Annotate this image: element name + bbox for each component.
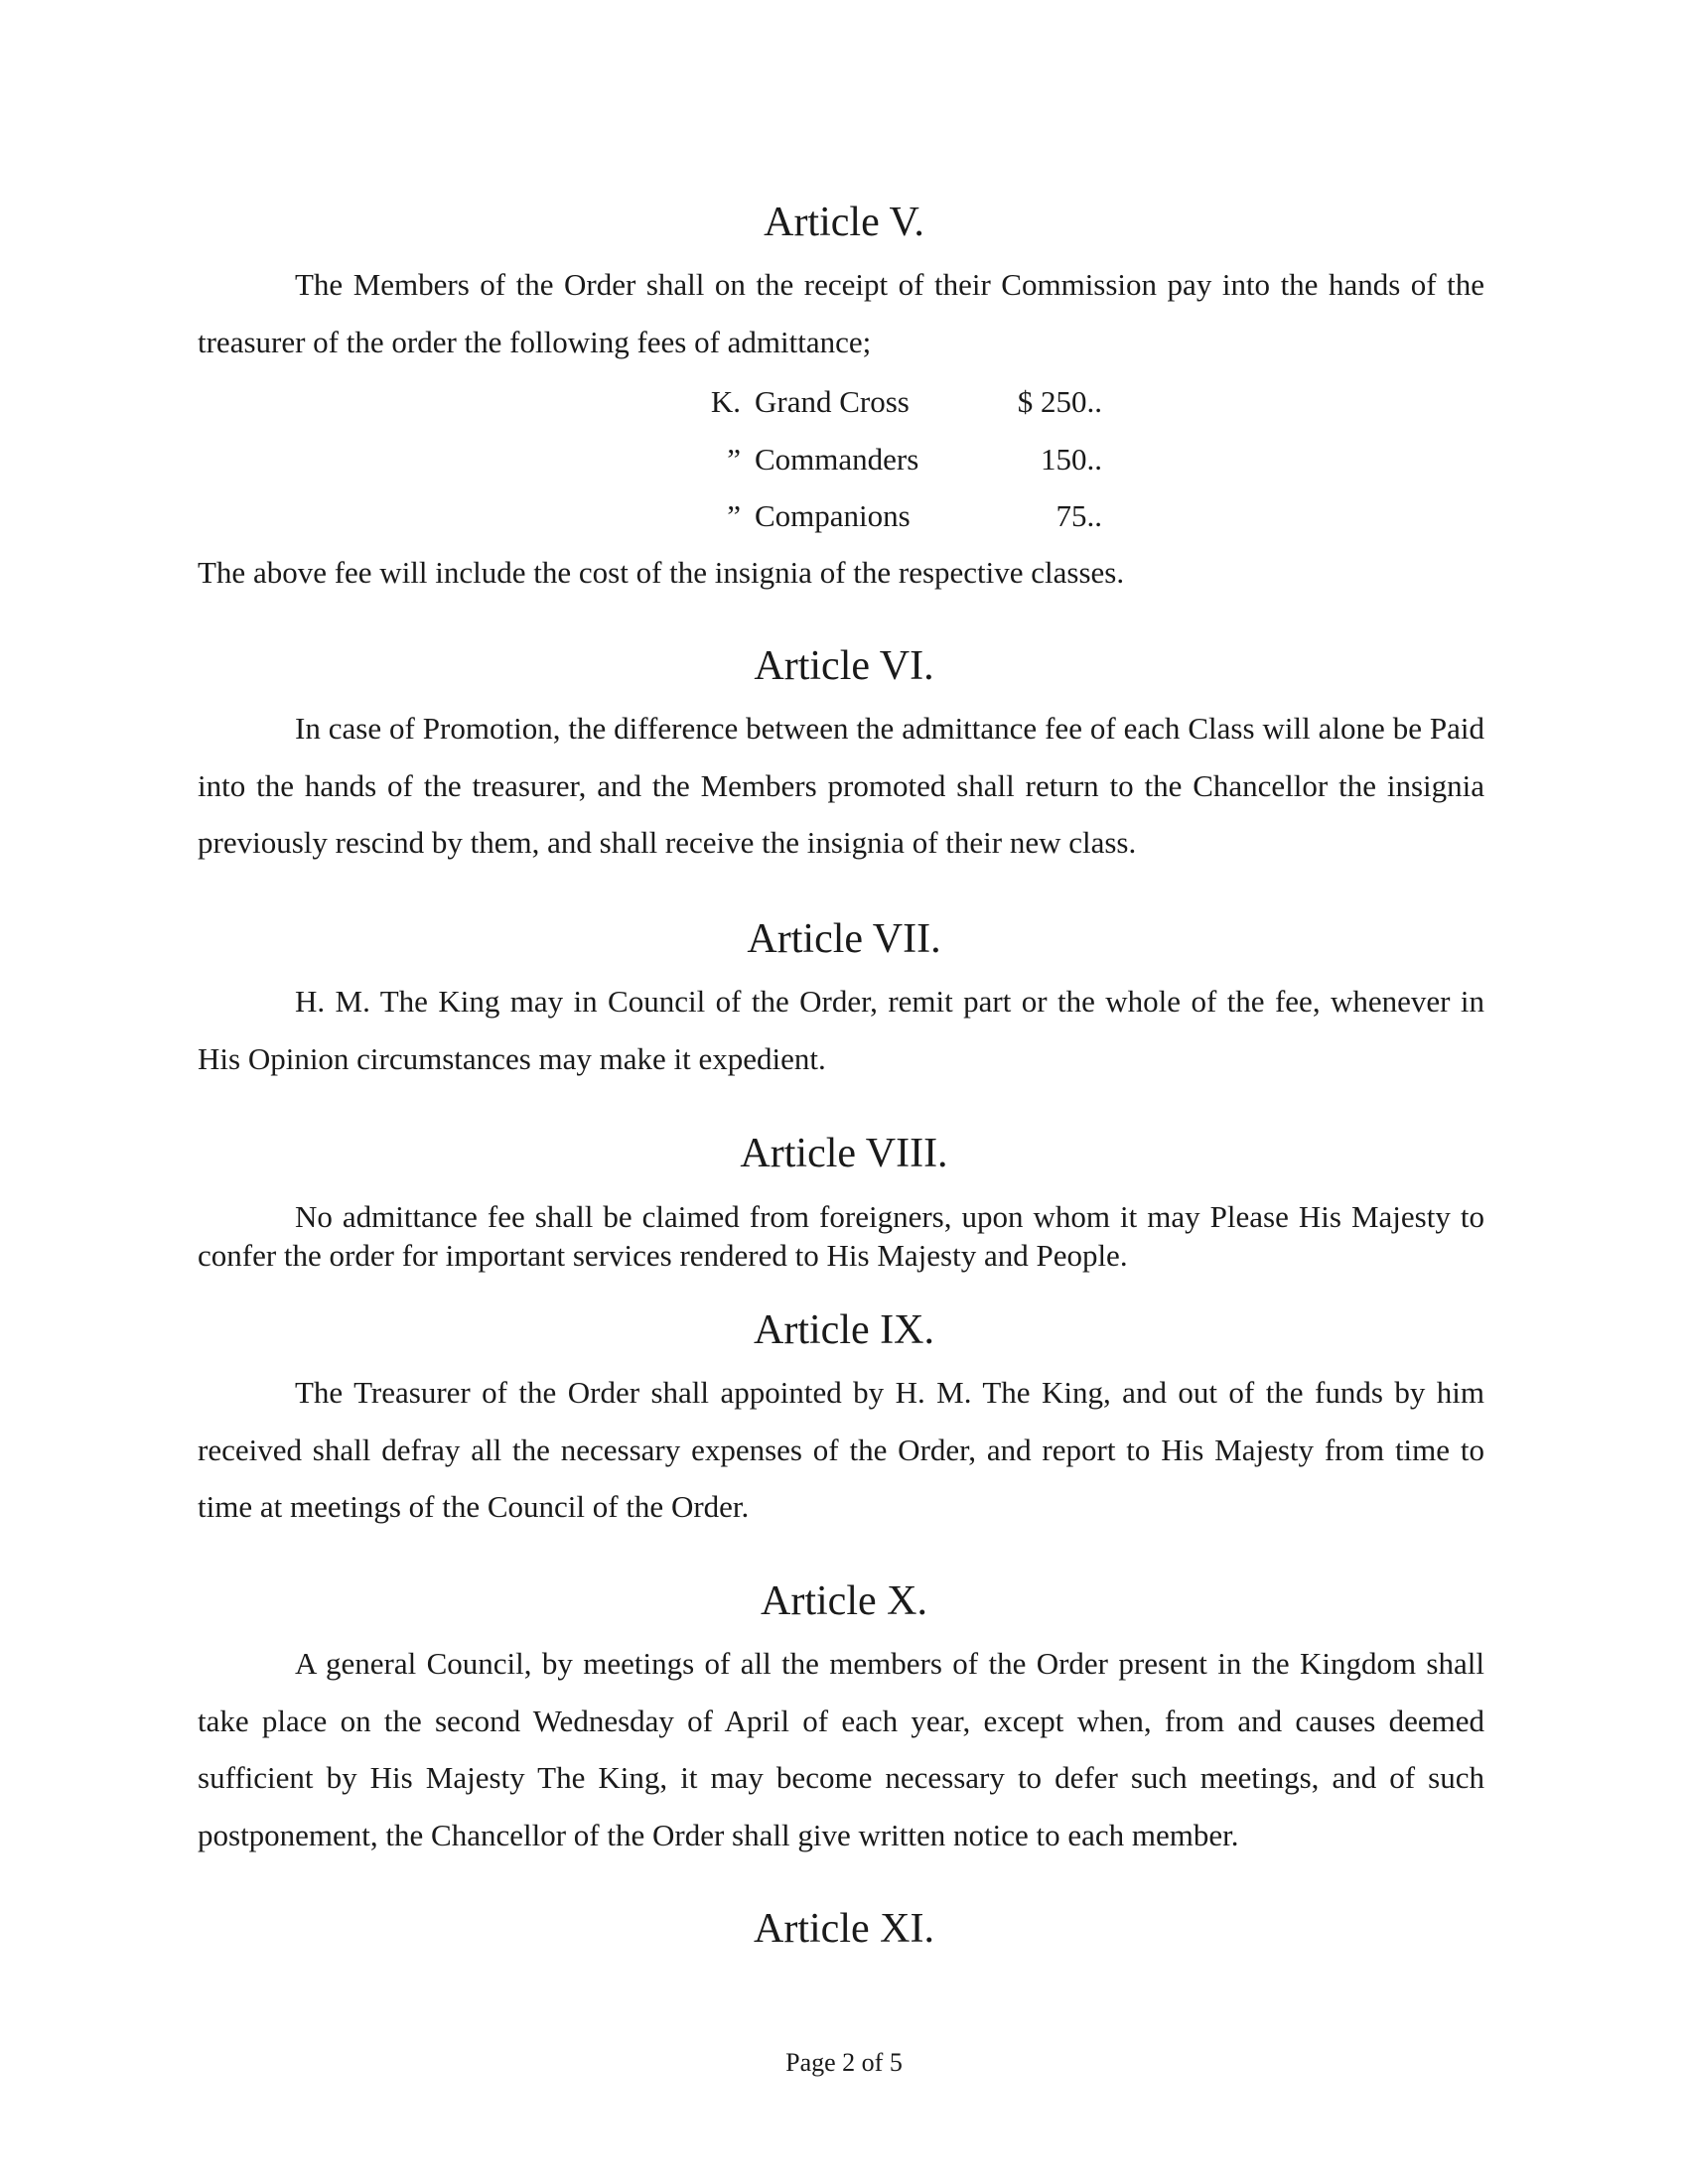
page-number: Page 2 of 5	[785, 2048, 903, 2077]
fee-class: Commanders	[755, 441, 919, 477]
article-x-paragraph: A general Council, by meetings of all the members of the Order present in the Kingdom shall take place on the second Wednesday of April of each year, except when, from and causes deemed sufficient by His Majesty The King, it may become necessary to defer such meetings, and of such postponement, the Chancellor of the Order shall give written notice to each member.	[198, 1646, 1484, 1852]
fee-amount: $ 250..	[1017, 384, 1102, 419]
article-v-heading: Article V.	[764, 200, 924, 245]
article-v-paragraph: The Members of the Order shall on the receipt of their Commission pay into the hands of the treasurer of the order the following fees of admittance;	[198, 267, 1484, 359]
article-ix-heading: Article IX.	[754, 1307, 934, 1353]
article-v-note: The above fee will include the cost of the insignia of the respective classes.	[198, 555, 1125, 590]
fee-prefix: ”	[727, 441, 741, 477]
article-ix-paragraph: The Treasurer of the Order shall appointed by H. M. The King, and out of the funds by him received shall defray all the necessary expenses of the Order, and report to His Majesty from time to time at meetings of the Council of the Order.	[198, 1375, 1484, 1524]
fee-amount: 75..	[1055, 498, 1102, 533]
article-vii-paragraph: H. M. The King may in Council of the Order, remit part or the whole of the fee, whenever in His Opinion circumstances may make it expedient.	[198, 984, 1484, 1076]
article-xi-heading: Article XI.	[754, 1906, 934, 1952]
article-vi-paragraph: In case of Promotion, the difference between the admittance fee of each Class will alone be Paid into the hands of the treasurer, and the Members promoted shall return to the Chancellor the insignia previously rescind by them, and shall receive the insignia of their new class.	[198, 711, 1484, 860]
article-vi-heading: Article VI.	[754, 643, 934, 689]
fee-row	[685, 487, 1102, 545]
fee-amount: 150..	[1041, 441, 1102, 477]
admittance-fee-table	[685, 373, 1102, 545]
fee-row	[685, 431, 1102, 488]
fee-row	[685, 373, 1102, 431]
fee-class: Companions	[755, 498, 911, 533]
article-viii-paragraph: No admittance fee shall be claimed from foreigners, upon whom it may Please His Majesty to confer the order for important services rendered to His Majesty and People.	[198, 1199, 1484, 1273]
fee-prefix: ”	[727, 498, 741, 533]
fee-prefix: K.	[710, 384, 741, 419]
article-viii-heading: Article VIII.	[740, 1131, 948, 1176]
fee-class: Grand Cross	[755, 384, 910, 419]
article-x-heading: Article X.	[761, 1578, 927, 1624]
article-vii-heading: Article VII.	[747, 916, 941, 962]
